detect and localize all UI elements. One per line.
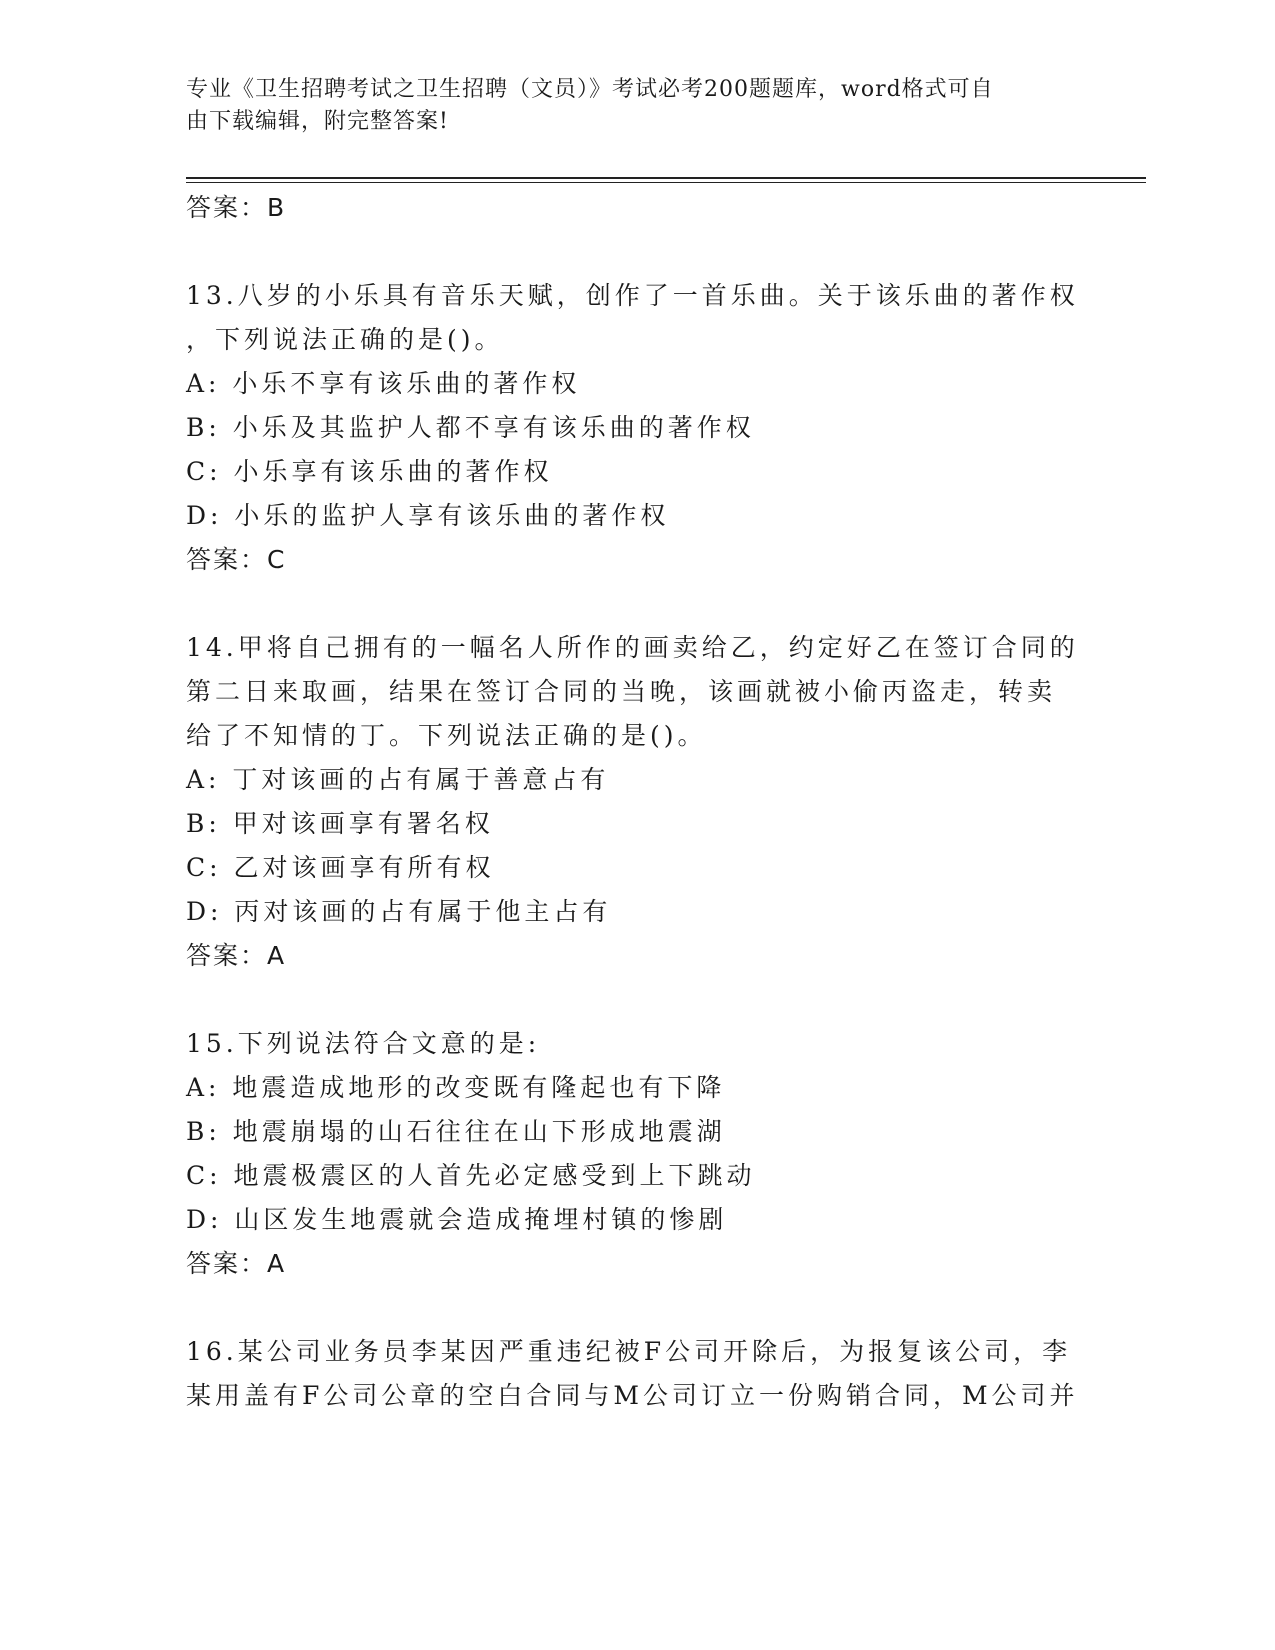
q13-answer: 答案：C bbox=[186, 545, 287, 574]
q15-answer: 答案：A bbox=[186, 1249, 287, 1278]
q15-option-d: D: 山区发生地震就会造成掩埋村镇的惨剧 bbox=[186, 1205, 728, 1234]
q13-stem-line-1: 13.八岁的小乐具有音乐天赋，创作了一首乐曲。关于该乐曲的著作权 bbox=[186, 281, 1079, 310]
q14-option-c: C: 乙对该画享有所有权 bbox=[186, 853, 495, 882]
q15-option-b: B: 地震崩塌的山石往往在山下形成地震湖 bbox=[186, 1117, 726, 1146]
header-rule-thick bbox=[186, 177, 1146, 179]
q16-stem-line-1: 16.某公司业务员李某因严重违纪被F公司开除后，为报复该公司，李 bbox=[186, 1337, 1072, 1366]
q15-option-c: C: 地震极震区的人首先必定感受到上下跳动 bbox=[186, 1161, 756, 1190]
answer-previous: 答案：B bbox=[186, 193, 287, 222]
q14-option-d: D: 丙对该画的占有属于他主占有 bbox=[186, 897, 612, 926]
q16-stem-line-2: 某用盖有F公司公章的空白合同与M公司订立一份购销合同，M公司并 bbox=[186, 1381, 1079, 1410]
q15-stem-line-1: 15.下列说法符合文意的是: bbox=[186, 1029, 541, 1058]
header-line-2: 由下载编辑，附完整答案! bbox=[186, 109, 449, 134]
q14-stem-line-2: 第二日来取画，结果在签订合同的当晚，该画就被小偷丙盗走，转卖 bbox=[186, 677, 1057, 706]
q15-option-a: A: 地震造成地形的改变既有隆起也有下降 bbox=[186, 1073, 726, 1102]
q14-stem-line-1: 14.甲将自己拥有的一幅名人所作的画卖给乙，约定好乙在签订合同的 bbox=[186, 633, 1079, 662]
header-line-1: 专业《卫生招聘考试之卫生招聘（文员）》考试必考200题题库，word格式可自 bbox=[186, 77, 994, 102]
header-rule-thin bbox=[186, 182, 1146, 183]
q13-option-c: C: 小乐享有该乐曲的著作权 bbox=[186, 457, 553, 486]
q13-option-d: D: 小乐的监护人享有该乐曲的著作权 bbox=[186, 501, 670, 530]
q14-option-a: A: 丁对该画的占有属于善意占有 bbox=[186, 765, 610, 794]
q14-stem-line-3: 给了不知情的丁。下列说法正确的是()。 bbox=[186, 721, 707, 750]
document-header bbox=[186, 74, 1066, 138]
q13-stem-line-2: ，下列说法正确的是()。 bbox=[186, 325, 504, 354]
q13-option-b: B: 小乐及其监护人都不享有该乐曲的著作权 bbox=[186, 413, 755, 442]
q13-option-a: A: 小乐不享有该乐曲的著作权 bbox=[186, 369, 581, 398]
q14-option-b: B: 甲对该画享有署名权 bbox=[186, 809, 494, 838]
q14-answer: 答案：A bbox=[186, 941, 287, 970]
